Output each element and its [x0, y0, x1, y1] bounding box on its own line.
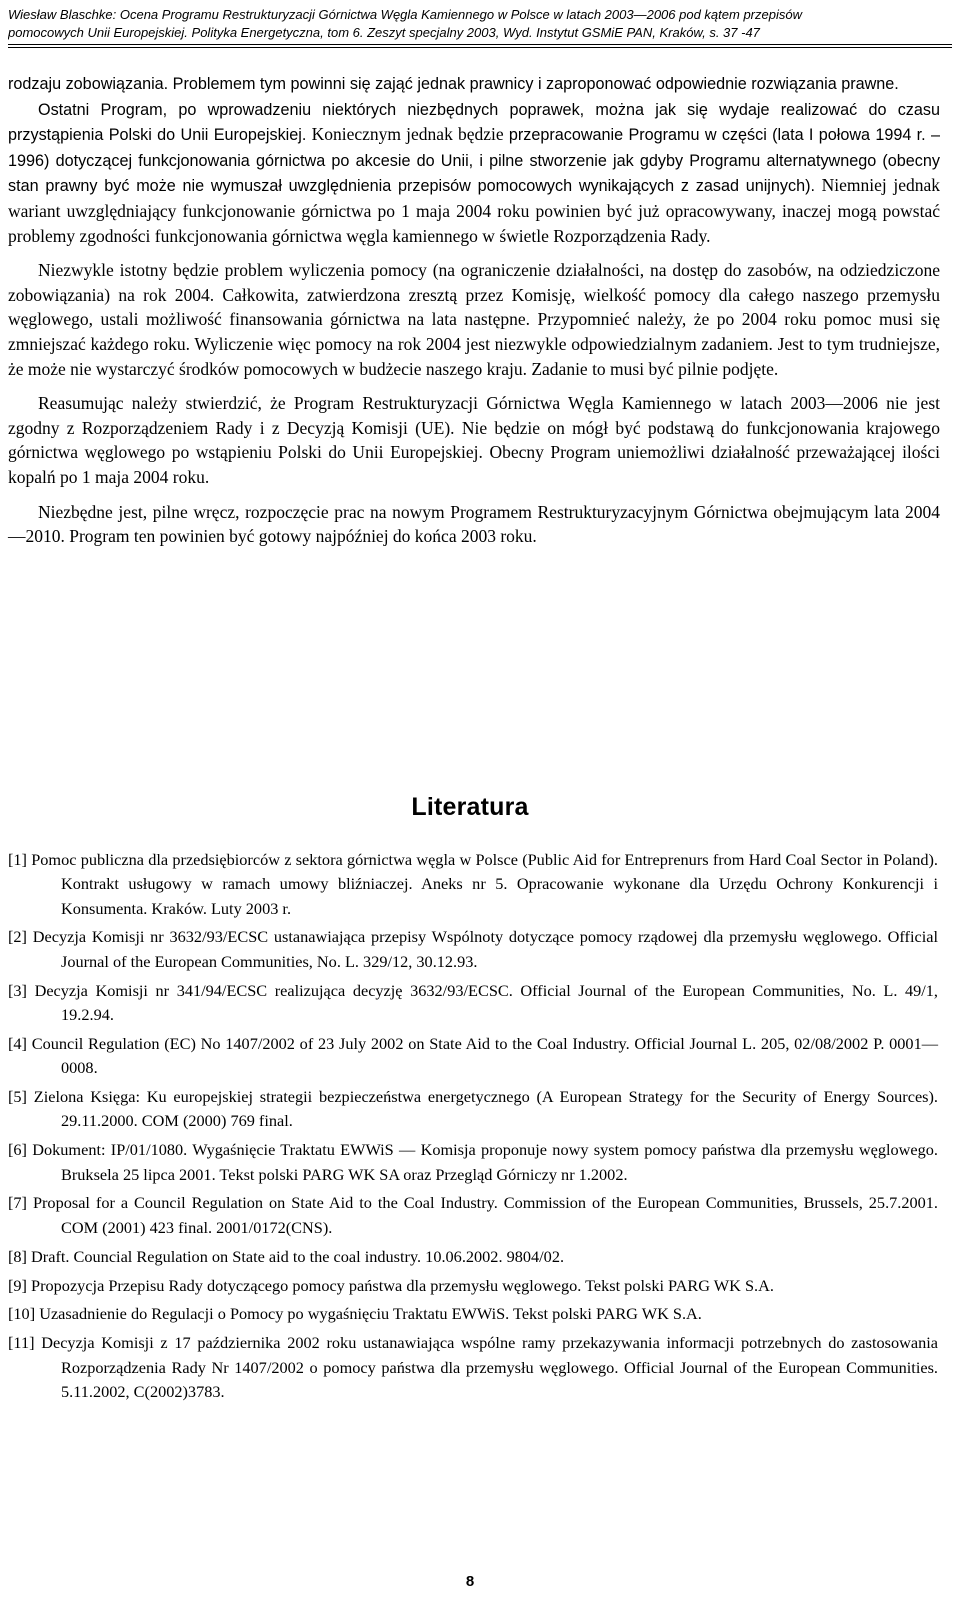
- paragraph-program-part-2: Koniecznym jednak będzie: [306, 124, 509, 145]
- header-rule-bottom: [8, 47, 952, 48]
- running-header: [8, 6, 952, 42]
- reference-item: [9] Propozycja Przepisu Rady dotyczącego pomocy państwa dla przemysłu węglowego. Tekst polski PARG WK S.A.: [8, 1275, 774, 1295]
- reference-item: [6] Dokument: IP/01/1080. Wygaśnięcie Traktatu EWWiS — Komisja proponuje nowy system pomocy państwa dla przemysłu węglowego. Bruksela 25 lipca 2001. Tekst polski PARG WK SA oraz Przegląd Górniczy nr 1.2002.: [8, 1140, 938, 1184]
- paragraph-program-part-1: Ostatni Program, po wprowadzeniu niektórych niezbędnych poprawek, można jak się wydaje realizować do czasu przystąpienia Polski do Unii Europejskiej.: [8, 100, 940, 145]
- reference-item: [2] Decyzja Komisji nr 3632/93/ECSC ustanawiająca przepisy Wspólnoty dotyczące pomocy rządowej dla przemysłu węglowego. Official Journal of the European Communities, No. L. 329/12, 30.12.93.: [8, 927, 938, 971]
- literature-heading: Literatura: [411, 793, 529, 821]
- reference-item: [10] Uzasadnienie do Regulacji o Pomocy po wygaśnięciu Traktatu EWWiS. Tekst polski PARG WK S.A.: [8, 1304, 702, 1324]
- paragraph-program-part-3: przepracowanie Programu w części (lata I połowa 1994 r. – 1996) dotyczącej funkcjonowania górnictwa po akcesie do Unii, i pilne stworzenie jak gdyby Programu alternatywnego (obecny stan prawny być może nie wymuszał uwzględnienia przepisów pomocowych wynikających z zasad unijnych).: [8, 126, 940, 196]
- running-header-line-1: Wiesław Blaschke: Ocena Programu Restrukturyzacji Górnictwa Węgla Kamiennego w Polsce w latach 2003—2006 pod kątem przepisów: [8, 7, 802, 22]
- reference-item: [11] Decyzja Komisji z 17 października 2002 roku ustanawiająca wspólne ramy przekazywania informacji potrzebnych do zastosowania Rozporządzenia Rady Nr 1407/2002 o pomocy państwa dla przemysłu węglowego. Official Journal of the European Communities. 5.11.2002, C(2002)3783.: [8, 1333, 938, 1401]
- reference-item: [7] Proposal for a Council Regulation on State Aid to the Coal Industry. Commission of the European Communities, Brussels, 25.7.2001. COM (2001) 423 final. 2001/0172(CNS).: [8, 1193, 938, 1237]
- reference-list: [8, 848, 938, 1409]
- page-number: 8: [465, 1573, 475, 1590]
- paragraph-continued: rodzaju zobowiązania. Problemem tym powinni się zająć jednak prawnicy i zaproponować odpowiednie rozwiązania prawne.: [8, 75, 899, 93]
- paragraph-summary: Reasumując należy stwierdzić, że Program Restrukturyzacji Górnictwa Węgla Kamiennego w latach 2003—2006 nie jest zgodny z Rozporządzeniem Rady i z Decyzją Komisji (UE). Nie będzie on mógł być podstawą do funkcjonowania krajowego górnictwa węglowego po wstąpieniu Polski do Unii Europejskiej. Obecny Program uniemożliwi działalność przeważającej ilości kopalń po 1 maja 2004 roku.: [8, 393, 940, 487]
- reference-item: [4] Council Regulation (EC) No 1407/2002 of 23 July 2002 on State Aid to the Coal Industry. Official Journal L. 205, 02/08/2002 P. 0001—0008.: [8, 1033, 938, 1078]
- reference-item: [1] Pomoc publiczna dla przedsiębiorców z sektora górnictwa węgla w Polsce (Public Aid for Entreprenurs from Hard Coal Sector in Poland). Kontrakt usługowy w ramach umowy bliźniaczej. Aneks nr 5. Opracowanie wykonane dla Urzędu Ochrony Konkurencji i Konsumenta. Kraków. Luty 2003 r.: [8, 850, 938, 918]
- paragraph-aid-calculation: Niezwykle istotny będzie problem wyliczenia pomocy (na ograniczenie działalności, na dostęp do zasobów, na odziedziczone zobowiązania) na rok 2004. Całkowita, zatwierdzona zresztą przez Komisję, wielkość pomocy dla całego naszego przemysłu węglowego, ustali możliwość finansowania górnictwa na lata następne. Przypomnieć należy, że po 2004 roku pomoc musi się zmniejszać każdego roku. Wyliczenie więc pomocy na rok 2004 jest niezwykle odpowiedzialnym zadaniem. Jest to tym trudniejsze, że może nie wystarczyć środków pomocowych w budżecie naszego kraju. Zadanie to musi być pilnie podjęte.: [8, 260, 940, 379]
- paragraph-program: [8, 97, 940, 249]
- paragraph-new-program: Niezbędne jest, pilne wręcz, rozpoczęcie prac na nowym Programem Restrukturyzacyjnym Górnictwa obejmującym lata 2004—2010. Program ten powinien być gotowy najpóźniej do końca 2003 roku.: [8, 501, 940, 547]
- body-text: [8, 72, 940, 549]
- header-rule-top: [8, 44, 952, 45]
- reference-item: [8] Draft. Councial Regulation on State aid to the coal industry. 10.06.2002. 9804/02.: [8, 1246, 565, 1266]
- reference-item: [3] Decyzja Komisji nr 341/94/ECSC realizująca decyzję 3632/93/ECSC. Official Journal of the European Communities, No. L. 49/1, 19.2.94.: [8, 980, 938, 1024]
- paragraph-program-part-4: Niemniej jednak wariant uwzględniający funkcjonowanie górnictwa po 1 maja 2004 roku powinien być już opracowywany, inaczej mogą powstać problemy zgodności funkcjonowania górnictwa węgla kamiennego w świetle Rozporządzenia Rady.: [8, 175, 940, 246]
- running-header-line-2: pomocowych Unii Europejskiej. Polityka Energetyczna, tom 6. Zeszyt specjalny 2003, Wyd. Instytut GSMiE PAN, Kraków, s. 37 -47: [8, 25, 760, 40]
- reference-item: [5] Zielona Księga: Ku europejskiej strategii bezpieczeństwa energetycznego (A European Strategy for the Security of Energy Sources). 29.11.2000. COM (2000) 769 final.: [8, 1087, 938, 1131]
